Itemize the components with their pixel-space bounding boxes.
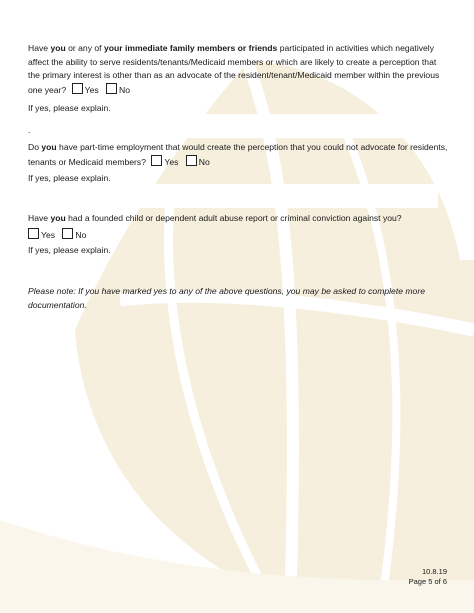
- q1-explain-label: If yes, please explain.: [28, 103, 111, 113]
- question-1: [28, 42, 448, 97]
- q2-text-start: Do: [28, 142, 42, 152]
- version-date: 10.8.19: [421, 567, 447, 576]
- q1-text-start: Have: [28, 43, 51, 53]
- q2-text-end: have part-time employment that would create the perception that you could not advocate for residents, tenants or Medicaid members?: [28, 142, 448, 167]
- q1-yes-label: Yes: [84, 84, 99, 95]
- q2-yes-checkbox[interactable]: [151, 155, 162, 166]
- q1-no-checkbox[interactable]: [106, 83, 117, 94]
- q1-bold-you: you: [50, 43, 66, 53]
- q3-yes-checkbox[interactable]: [28, 228, 39, 239]
- q2-no-checkbox[interactable]: [186, 155, 197, 166]
- note-text: Please note: If you have marked yes to any of the above questions, you may be asked to complete more documentation.: [28, 286, 425, 310]
- q1-bold-family: your immediate family members or friends: [103, 43, 278, 53]
- stray-mark: .: [28, 125, 31, 135]
- q3-text-end: had a founded child or dependent adult abuse report or criminal conviction against you?: [65, 213, 402, 223]
- q1-text-end: participated in activities which negatively affect the ability to serve residents/tenants/Medicaid members or which are likely to create a perception that the primary interest is other than as an advocate of the resident/tenant/Medicaid member within the previous one year?: [28, 43, 440, 95]
- page-number: Page 5 of 6: [408, 577, 447, 586]
- page-footer: [409, 567, 447, 587]
- q3-no-label: No: [75, 230, 87, 240]
- q3-bold-you: you: [50, 213, 66, 223]
- q2-explain-label: If yes, please explain.: [28, 173, 111, 183]
- q1-text-mid: or any of: [65, 43, 104, 53]
- q3-options: [28, 228, 448, 243]
- q1-no-label: No: [119, 84, 131, 95]
- q2-yes-label: Yes: [164, 156, 179, 167]
- question-3: [28, 212, 448, 226]
- q3-explain-label: If yes, please explain.: [28, 245, 111, 255]
- q3-no-checkbox[interactable]: [62, 228, 73, 239]
- q2-bold-you: you: [41, 142, 57, 152]
- q1-yes-checkbox[interactable]: [72, 83, 83, 94]
- q2-no-label: No: [198, 156, 210, 167]
- q3-text-start: Have: [28, 213, 51, 223]
- q3-yes-label: Yes: [41, 230, 56, 240]
- question-2: [28, 141, 448, 169]
